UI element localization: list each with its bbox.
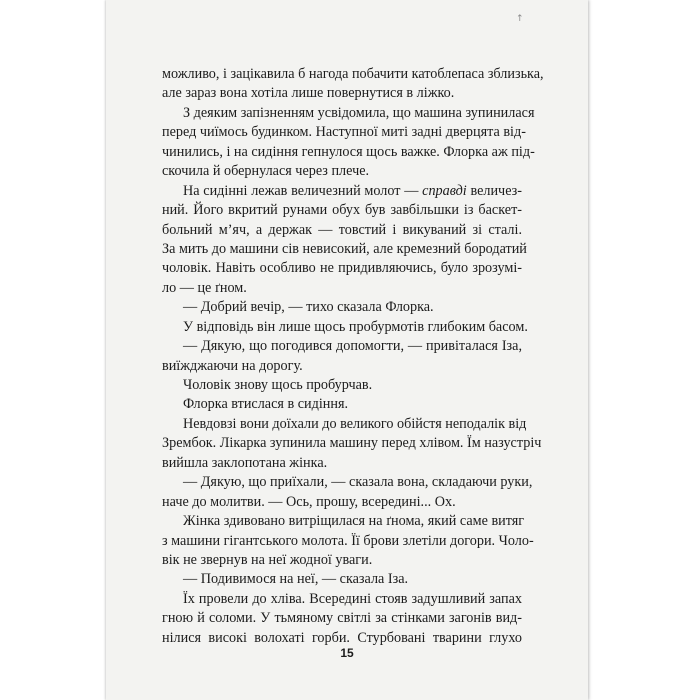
text-line: Жінка здивовано витріщилася на ґнома, який саме витяг bbox=[183, 513, 525, 530]
text-line: Невдовзі вони доїхали до великого обійстя неподалік від bbox=[183, 415, 527, 432]
text-line: скочила й обернулася через плече. bbox=[162, 163, 370, 180]
text-line: ло — це ґном. bbox=[162, 279, 247, 296]
text-line: — Дякую, що погодився допомогти, — привіталася Іза, bbox=[183, 338, 522, 355]
corner-mark: ↑ bbox=[516, 14, 524, 24]
text-line: — Добрий вечір, — тихо сказала Флорка. bbox=[183, 299, 434, 316]
book-page bbox=[106, 0, 588, 700]
text-line: вік не звернув на неї жодної уваги. bbox=[162, 551, 373, 568]
body-text bbox=[162, 65, 544, 648]
text-line: На сидінні лежав величезний молот — справді величез- bbox=[183, 182, 522, 199]
text-line: Їх провели до хліва. Всередині стояв задушливий запах bbox=[183, 590, 522, 607]
text-line: З деяким запізненням усвідомила, що машина зупинилася bbox=[183, 104, 535, 121]
text-line: можливо, і зацікавила б нагода побачити катоблепаса зблизька, bbox=[162, 66, 544, 82]
text-line: чинились, і на сидіння гепнулося щось важке. Флорка аж під- bbox=[162, 143, 535, 160]
text-line: нілися високі волохаті горби. Стурбовані тварини глухо bbox=[162, 629, 522, 646]
text-line: Зрембок. Лікарка зупинила машину перед хлівом. Їм назустріч bbox=[162, 435, 542, 452]
text-line: чоловік. Навіть особливо не придивляючись, було зрозумі- bbox=[162, 260, 522, 277]
text-line: У відповідь він лише щось пробурмотів глибоким басом. bbox=[183, 318, 528, 335]
text-line: За мить до машини сів невисокий, але кремезний бородатий bbox=[162, 240, 527, 257]
page-number: 15 bbox=[340, 646, 354, 660]
text-line: вийшла заклопотана жінка. bbox=[162, 454, 328, 471]
text-line: перед чиїмось будинком. Наступної миті задні дверцята від- bbox=[162, 124, 526, 141]
text-line: — Подивимося на неї, — сказала Іза. bbox=[183, 571, 409, 588]
text-line: Флорка втислася в сидіння. bbox=[183, 396, 349, 413]
text-line: з машини гігантського молота. Її брови злетіли догори. Чоло- bbox=[162, 532, 534, 549]
text-line: ний. Його вкритий рунами обух був завбільшки із баскет- bbox=[162, 202, 522, 219]
text-line: гною й соломи. У тьмяному світлі за стінками загонів вид- bbox=[162, 610, 522, 627]
text-line: Чоловік знову щось пробурчав. bbox=[183, 377, 373, 393]
text-line: виїжджаючи на дорогу. bbox=[162, 357, 303, 374]
text-line: больний м’яч, а держак — товстий і викуваний зі сталі. bbox=[162, 221, 522, 238]
text-line: наче до молитви. — Ось, прошу, всередині... Ох. bbox=[162, 493, 456, 510]
text-line: але зараз вона хотіла лише повернутися в ліжко. bbox=[162, 85, 455, 102]
text-line: — Дякую, що приїхали, — сказала вона, складаючи руки, bbox=[183, 474, 533, 491]
